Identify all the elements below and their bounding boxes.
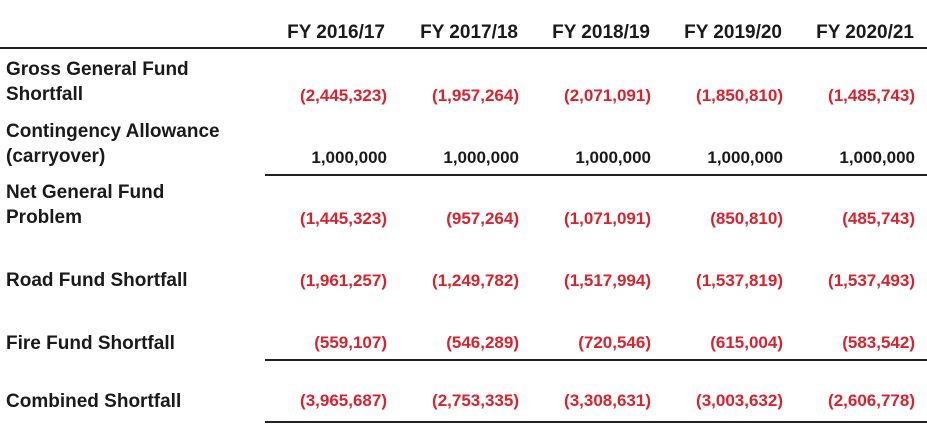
cell-net-gf-2018-19: (1,071,091) [564, 209, 651, 228]
cell-gross-gf-2018-19: (2,071,091) [564, 86, 651, 105]
row-label-fire-fund [6, 331, 175, 356]
col-header-fy2019-20: FY 2019/20 [684, 22, 782, 43]
row-label-line: Fire Fund Shortfall [6, 333, 175, 354]
row-label-gross-general-fund [6, 57, 189, 107]
bottom-rule [265, 421, 927, 423]
row-label-line: Problem [6, 207, 83, 228]
cell-net-gf-2017-18: (957,264) [446, 209, 519, 228]
row-label-net-general-fund [6, 180, 164, 230]
cell-fire-2018-19: (720,546) [578, 333, 651, 352]
cell-contingency-2018-19: 1,000,000 [575, 148, 651, 167]
cell-combined-2016-17: (3,965,687) [300, 391, 387, 410]
cell-road-2018-19: (1,517,994) [564, 271, 651, 290]
header-rule [0, 47, 927, 49]
cell-road-2016-17: (1,961,257) [300, 271, 387, 290]
total-rule [265, 359, 927, 361]
cell-net-gf-2020-21: (485,743) [842, 209, 915, 228]
cell-contingency-2020-21: 1,000,000 [839, 148, 915, 167]
cell-road-2017-18: (1,249,782) [432, 271, 519, 290]
cell-net-gf-2016-17: (1,445,323) [300, 209, 387, 228]
cell-combined-2019-20: (3,003,632) [696, 391, 783, 410]
col-header-fy2018-19: FY 2018/19 [552, 22, 650, 43]
row-label-line: Combined Shortfall [6, 391, 182, 412]
row-label-line: Road Fund Shortfall [6, 270, 188, 291]
cell-gross-gf-2017-18: (1,957,264) [432, 86, 519, 105]
row-label-combined [6, 389, 181, 414]
row-label-line: Net General Fund [6, 182, 165, 203]
row-label-line: Contingency Allowance [6, 121, 220, 142]
row-label-line: Shortfall [6, 84, 84, 105]
cell-gross-gf-2019-20: (1,850,810) [696, 86, 783, 105]
cell-contingency-2019-20: 1,000,000 [707, 148, 783, 167]
cell-combined-2020-21: (2,606,778) [828, 391, 915, 410]
cell-contingency-2016-17: 1,000,000 [311, 148, 387, 167]
cell-contingency-2017-18: 1,000,000 [443, 148, 519, 167]
cell-road-2019-20: (1,537,819) [696, 271, 783, 290]
cell-net-gf-2019-20: (850,810) [710, 209, 783, 228]
col-header-fy2017-18: FY 2017/18 [420, 22, 518, 43]
row-label-road-fund [6, 268, 188, 293]
cell-gross-gf-2016-17: (2,445,323) [300, 86, 387, 105]
row-label-line: (carryover) [6, 146, 106, 167]
cell-combined-2018-19: (3,308,631) [564, 391, 651, 410]
subtotal-rule [265, 174, 927, 176]
cell-combined-2017-18: (2,753,335) [432, 391, 519, 410]
cell-road-2020-21: (1,537,493) [828, 271, 915, 290]
cell-fire-2020-21: (583,542) [842, 333, 915, 352]
cell-fire-2016-17: (559,107) [314, 333, 387, 352]
col-header-fy2016-17: FY 2016/17 [287, 22, 385, 43]
cell-fire-2019-20: (615,004) [710, 333, 783, 352]
row-label-line: Gross General Fund [6, 59, 189, 80]
row-label-contingency-allowance [6, 119, 220, 169]
cell-gross-gf-2020-21: (1,485,743) [828, 86, 915, 105]
cell-fire-2017-18: (546,289) [446, 333, 519, 352]
col-header-fy2020-21: FY 2020/21 [816, 22, 914, 43]
